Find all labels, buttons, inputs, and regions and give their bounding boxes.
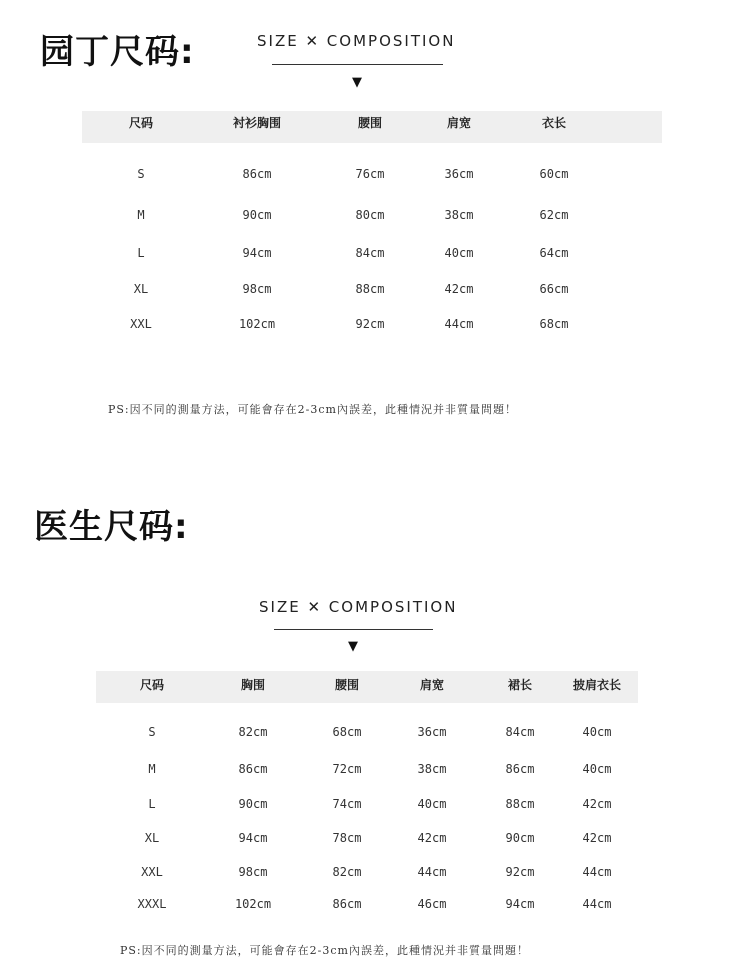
doctor-header-cell: 披肩衣长 xyxy=(572,678,622,692)
gardener-table-cell: 60cm xyxy=(539,167,569,181)
gardener-table-cell: 92cm xyxy=(355,317,385,331)
doctor-table-cell: 86cm xyxy=(238,762,268,776)
doctor-table-cell: 40cm xyxy=(582,725,612,739)
gardener-table-cell: XL xyxy=(133,282,149,296)
doctor-table-cell: 44cm xyxy=(417,865,447,879)
doctor-table-cell: 44cm xyxy=(582,865,612,879)
gardener-table-cell: 64cm xyxy=(539,246,569,260)
gardener-down-arrow-icon: ▼ xyxy=(352,75,362,90)
doctor-size-title: 医生尺码: xyxy=(34,507,189,547)
doctor-table-cell: 102cm xyxy=(234,897,272,911)
doctor-table-cell: S xyxy=(148,725,156,739)
doctor-table-header-bar xyxy=(96,671,638,703)
gardener-table-cell: L xyxy=(137,246,145,260)
doctor-table-cell: XXXL xyxy=(137,897,167,911)
doctor-brand-label: SIZE ✕ COMPOSITION xyxy=(259,598,458,616)
doctor-table-cell: 82cm xyxy=(332,865,362,879)
gardener-table-cell: 102cm xyxy=(238,317,276,331)
doctor-table-cell: 94cm xyxy=(238,831,268,845)
doctor-header-cell: 尺码 xyxy=(139,678,165,692)
gardener-table-cell: S xyxy=(137,167,145,181)
gardener-table-cell: 88cm xyxy=(355,282,385,296)
gardener-table-cell: 84cm xyxy=(355,246,385,260)
doctor-measurement-note: PS:因不同的測量方法，可能會存在2-3cm內誤差，此種情況并非質量問題！ xyxy=(120,944,529,957)
gardener-table-cell: XXL xyxy=(130,317,152,331)
doctor-table-cell: 92cm xyxy=(505,865,535,879)
gardener-table-cell: 86cm xyxy=(242,167,272,181)
doctor-table-cell: 74cm xyxy=(332,797,362,811)
gardener-header-cell: 尺码 xyxy=(128,116,154,130)
doctor-table-cell: 40cm xyxy=(582,762,612,776)
doctor-header-cell: 肩宽 xyxy=(419,678,445,692)
gardener-table-cell: 40cm xyxy=(444,246,474,260)
gardener-table-cell: M xyxy=(137,208,145,222)
doctor-table-cell: 98cm xyxy=(238,865,268,879)
gardener-table-cell: 68cm xyxy=(539,317,569,331)
doctor-table-cell: 72cm xyxy=(332,762,362,776)
gardener-table-cell: 80cm xyxy=(355,208,385,222)
gardener-table-cell: 76cm xyxy=(355,167,385,181)
gardener-header-cell: 腰围 xyxy=(357,116,383,130)
doctor-table-cell: 88cm xyxy=(505,797,535,811)
gardener-table-cell: 38cm xyxy=(444,208,474,222)
doctor-table-cell: XXL xyxy=(141,865,163,879)
doctor-table-cell: 42cm xyxy=(417,831,447,845)
gardener-header-cell: 衣长 xyxy=(541,116,567,130)
doctor-table-cell: L xyxy=(148,797,156,811)
doctor-header-cell: 胸围 xyxy=(240,678,266,692)
gardener-header-cell: 衬衫胸围 xyxy=(232,116,282,130)
gardener-size-title: 园丁尺码: xyxy=(40,32,195,72)
doctor-table-cell: 90cm xyxy=(238,797,268,811)
doctor-table-cell: 42cm xyxy=(582,831,612,845)
doctor-down-arrow-icon: ▼ xyxy=(348,639,358,654)
doctor-table-cell: 38cm xyxy=(417,762,447,776)
doctor-table-cell: 86cm xyxy=(505,762,535,776)
doctor-table-cell: 36cm xyxy=(417,725,447,739)
gardener-brand-underline xyxy=(272,64,443,65)
gardener-header-cell: 肩宽 xyxy=(446,116,472,130)
gardener-table-cell: 66cm xyxy=(539,282,569,296)
doctor-table-cell: XL xyxy=(144,831,160,845)
doctor-header-cell: 裙长 xyxy=(507,678,533,692)
gardener-table-cell: 36cm xyxy=(444,167,474,181)
gardener-table-cell: 90cm xyxy=(242,208,272,222)
doctor-table-cell: 94cm xyxy=(505,897,535,911)
gardener-table-cell: 98cm xyxy=(242,282,272,296)
gardener-table-cell: 44cm xyxy=(444,317,474,331)
gardener-table-cell: 94cm xyxy=(242,246,272,260)
gardener-measurement-note: PS:因不同的測量方法，可能會存在2-3cm內誤差，此種情況并非質量問題！ xyxy=(108,403,517,416)
gardener-table-cell: 62cm xyxy=(539,208,569,222)
doctor-table-cell: 84cm xyxy=(505,725,535,739)
gardener-brand-label: SIZE ✕ COMPOSITION xyxy=(257,32,456,50)
doctor-table-cell: 90cm xyxy=(505,831,535,845)
doctor-table-cell: M xyxy=(148,762,156,776)
doctor-table-cell: 44cm xyxy=(582,897,612,911)
doctor-table-cell: 46cm xyxy=(417,897,447,911)
doctor-table-cell: 68cm xyxy=(332,725,362,739)
doctor-brand-underline xyxy=(274,629,433,630)
doctor-table-cell: 78cm xyxy=(332,831,362,845)
doctor-table-cell: 82cm xyxy=(238,725,268,739)
gardener-table-cell: 42cm xyxy=(444,282,474,296)
doctor-header-cell: 腰围 xyxy=(334,678,360,692)
doctor-table-cell: 86cm xyxy=(332,897,362,911)
doctor-table-cell: 42cm xyxy=(582,797,612,811)
doctor-table-cell: 40cm xyxy=(417,797,447,811)
